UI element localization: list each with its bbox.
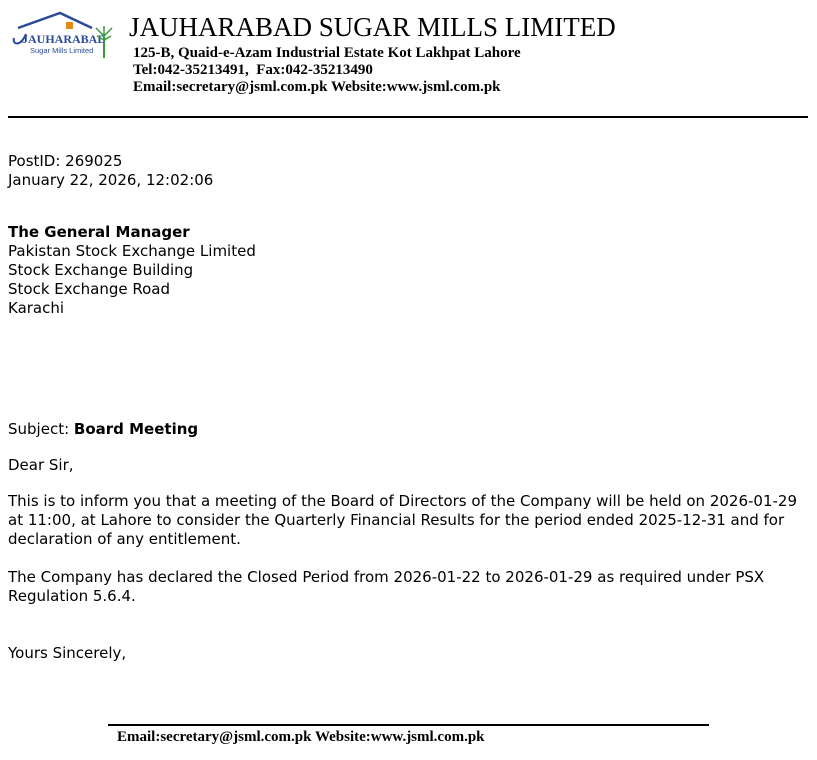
post-id: PostID: 269025 [8,152,123,170]
company-address: 125-B, Quaid-e-Azam Industrial Estate Kot Lakhpat Lahore [133,45,521,61]
paragraph-1: This is to inform you that a meeting of the Board of Directors of the Company will be held on 2026-01-29 at 11:00, at Lahore to consider the Quarterly Financial Results for the period ended 2025-12-31 and for declaration of any entitlement. [8,492,797,548]
subject-value: Board Meeting [73,420,199,438]
subject-line [8,420,198,439]
logo-graphic [8,10,116,60]
footer-email-website: Email:secretary@jsml.com.pk Website:www.jsml.com.pk [117,729,485,745]
post-datetime: January 22, 2026, 12:02:06 [8,171,214,189]
recipient-line-2: Stock Exchange Building [8,261,194,279]
subject-label: Subject: [8,420,74,438]
footer-divider [108,724,709,726]
logo-roof [18,13,92,28]
closing: Yours Sincerely, [8,644,127,662]
recipient-title: The General Manager [8,223,190,241]
logo-window [66,22,73,29]
company-name: JAUHARABAD SUGAR MILLS LIMITED [129,12,616,42]
logo-brand-text: JAUHARABAD [22,32,106,46]
salutation: Dear Sir, [8,456,74,474]
recipient-line-4: Karachi [8,299,65,317]
logo-tagline: Sugar Mills Limited [30,46,94,55]
company-email-website: Email:secretary@jsml.com.pk Website:www.jsml.com.pk [133,79,501,95]
company-tel-fax: Tel:042-35213491, Fax:042-35213490 [133,62,373,78]
recipient-line-3: Stock Exchange Road [8,280,170,298]
paragraph-2: The Company has declared the Closed Period from 2026-01-22 to 2026-01-29 as required under PSX Regulation 5.6.4. [8,568,765,605]
recipient-line-1: Pakistan Stock Exchange Limited [8,242,256,260]
company-logo [8,10,116,60]
header-divider [8,116,808,118]
